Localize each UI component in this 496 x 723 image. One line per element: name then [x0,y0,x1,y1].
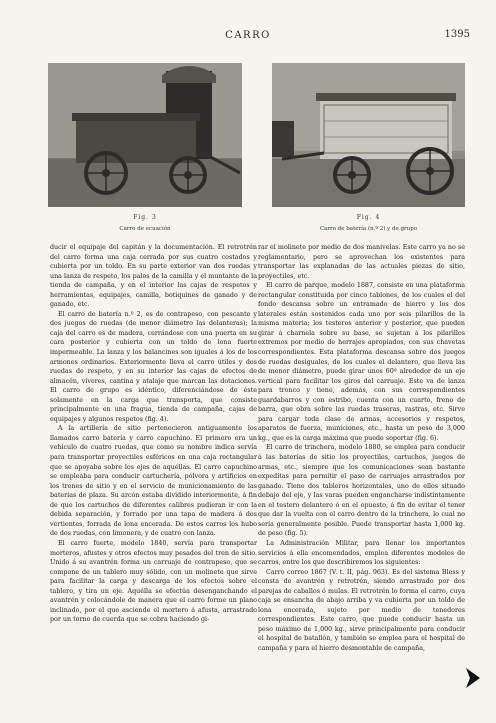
paragraph: El carro de trinchera, modelo 1880, se emplea para conducir á las baterías de sitio los proyectiles, cartuchos, juegos de armas, etc., siempre que los comunicaciones sean bastante expeditas para permitir el paso de carruajes arrastrados por ganado. Tiene dos tableros horizontales, uno de ellos situado debajo del eje, y las varas pueden engancharse indistintamente en el testero delantero ó en el opuesto, á fin de evitar el tener que dar la vuelta con el carro dentro de la trinchera, lo cual no sería generalmente posible. Puede transportar hasta 1,000 kg. de peso (fig. 5). [258,444,465,538]
figure-4-caption: Carro de batería (n.º 2) y de grupo [319,226,418,232]
paragraph: La Administración Militar, para llenar los importantes servicios á ella encomendados, emplea diferentes modelos de carros, entre los que describiremos los siguientes: [258,539,465,567]
text-column-right [258,243,465,709]
paragraph: El carro de batería n.º 2, es de contrapeso, con pescante y dos juegos de ruedas (de menor diámetro las delanteras); la caja del carro es de madera, cerrándose con una puerta en su cara posterior y cubierta con un toldo de lona fuerte impermeable. La lanza y los balancines son iguales á los de los armones ordinarios. Exteriormente lleva el carro útiles y dos ruedas de respeto, y en su interior las cajas de efectos de almacén, víveres, cantina y atalaje que marcan las dotaciones. El carro de grupo es idéntico, diferenciándose de éste solamente en la carga que transporta, que consiste principalmente en una fragua, tienda de campaña, cajas de equipajes y algunos respetos (fig. 4). [50,310,257,423]
paragraph: ducir el equipaje del capitán y la documentación. El retrotrén del carro forma una caja cerrada por sus cuatro costados y cubierta por un toldo. En su parte exterior van dos ruedas y una lanza de respeto, los palos de la camilla y el muntante de la tienda de campaña, y en el interior las cajas de respetos y herramientas, equipajes, camilla, botiquines de ganado y de ganado, etc. [50,244,257,309]
running-header-title: CARRO [225,30,271,41]
page-number: 1395 [444,29,470,40]
paragraph: rar el molinete por medio de dos manivelas. Este carro ya no se reglamentario, pero se aprovechan los existentes para transportar las explanadas de las actuales piezas de sitio, proyectiles, etc. [258,244,465,280]
figure-3-photo [48,63,242,207]
paragraph: Carro correo 1867 (V. t. II, pág. 963). Es del sistema Bless y consta de avantrén y retrotrén, siendo arrastrado por dos parejas de caballos ó mulas. El retrotrén lo forma el carro, cuya caja se ensancha de abajo arriba y va cubierta por un toldo de lona encerada, sujeto por medio de tenedores correspondientes. Este carro, que puede conducir hasta un peso máximo de 1,000 kg., sirve principalmente para conducir el hospital de batallón, y también se emplea para el hospital de campaña y para el hierro desmontable de campaña, [258,568,465,652]
paragraph: A la artillería de sitio pertenecieron antiguamente los llamados carro batería y carro capuchino. El primero era un vehículo de cuatro ruedas, que como su nombre indica servía para transportar proyectiles esféricos en una caja rectangular que se apoyaba sobre los ejes de aquéllas. El carro capuchino se empleaba para conducir cartuchería, pólvora y artificios en los trenes de sitio y en el servicio de municionamiento de las baterías de plaza. Su arcón estaba dividido interiormente, á fin de que los cartuchos de diferentes calibres pudieran ir con la debida separación, y forrado por una tapa de madera á dos vertientes, forrada de lona encerada. De estos carros los hubo de dos ruedas, con limonera, y de cuatro con lanza. [50,425,257,538]
paragraph: El carro fuerte, modelo 1840, servía para transportar morteros, afustes y otros efectos muy pesados del tren de sitio. Unido á su avantrén forma un carruaje de contrapeso, que se compone de un tablero muy sólido, con un molinete que sirve para facilitar la carga y descarga de los efectos sobre el tablero, y tira un eje. Aquélla se efectúa desenganchando el avantrén y colocándole de manera que el carro forme un plano inclinado, por el que asciende el mortero á afusta, arrastrado por un torno de cuerda que se cobra haciendo gi- [50,539,257,624]
paragraph: El carro de parque, modelo 1887, consiste en una plataforma rectangular constituida por cinco tablones, de los cuales el del fondo descansa sobre un entramado de hierro y los dos laterales están sostenidos cada uno por seis pilarillos de la misma materia; los testeros anterior y posterior, que pueden girar á charnela sobre su base, se sujetan á los pilarillos extremos por medio de herrajes apropiados, con sus chavetas correspondientes. Esta plataforma descansa sobre dos juegos de ruedas desiguales, de los cuales el delantero, que lleva las de menor diámetro, puede girar unos 60º alrededor de un eje vertical para facilitar los giros del carruaje. Este va de lanza para tronco y tiene, además, con sus correspondientes guardabarros y con estribo, cuenta con un cuarto, freno de barra, que obra sobre las ruedas traseras, rastras, etc. Sirve para cargar toda clase de armas, accesorios y respetos, aparatos de fuerza, municiones, etc., hasta un peso de 3,000 kg., que es la carga máxima que puede soportar (fig. 6). [258,282,465,442]
corner-arrow-icon [464,665,482,691]
figure-4-photo [272,63,465,207]
figure-4-label: Fig. 4 [356,214,381,221]
figure-3-caption: Carro de ecuación [119,226,171,232]
text-column-left [50,243,257,709]
figure-3-label: Fig. 3 [133,214,157,221]
